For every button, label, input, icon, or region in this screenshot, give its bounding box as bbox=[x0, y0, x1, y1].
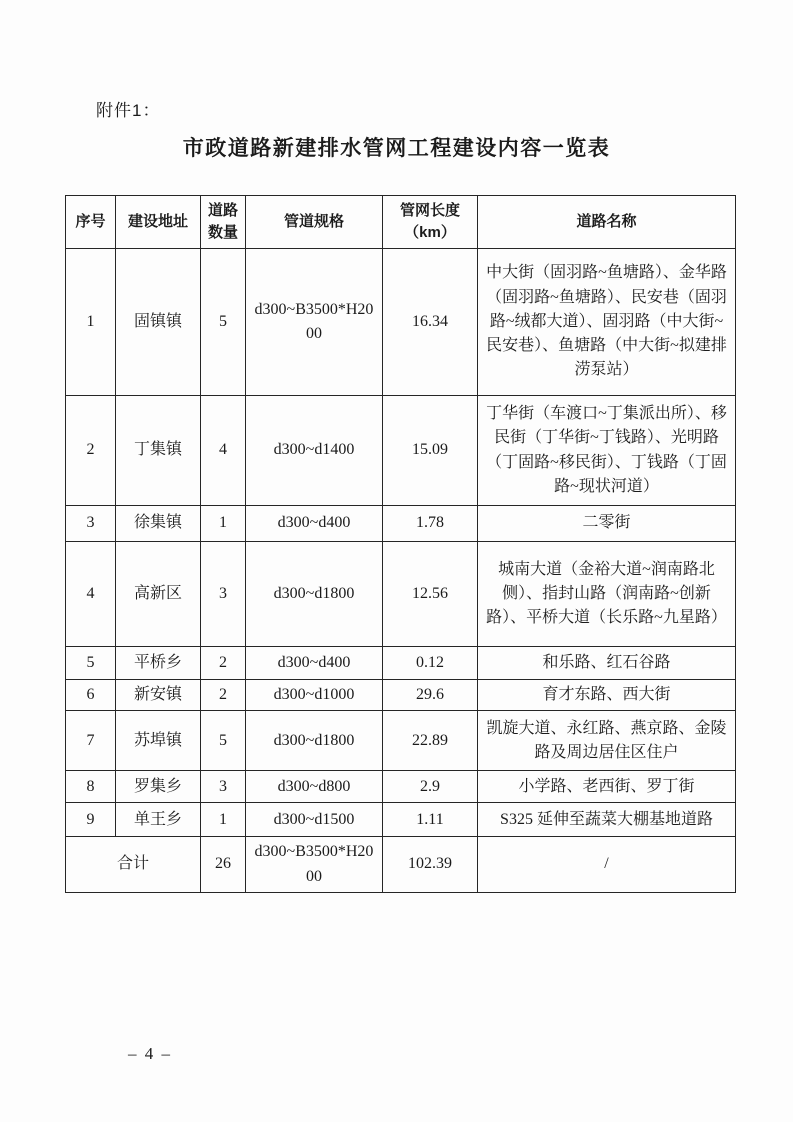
cell-pipe-spec: d300~d1800 bbox=[246, 542, 383, 647]
cell-network-length: 15.09 bbox=[383, 396, 478, 506]
cell-road-count: 5 bbox=[201, 711, 246, 771]
table-row bbox=[66, 542, 736, 647]
cell-no: 1 bbox=[66, 249, 116, 396]
cell-address: 罗集乡 bbox=[116, 771, 201, 803]
cell-network-length: 2.9 bbox=[383, 771, 478, 803]
cell-road-names: 育才东路、西大街 bbox=[478, 680, 736, 711]
cell-no: 6 bbox=[66, 680, 116, 711]
cell-address: 单王乡 bbox=[116, 803, 201, 837]
cell-road-count: 1 bbox=[201, 506, 246, 542]
cell-pipe-spec: d300~d400 bbox=[246, 647, 383, 680]
cell-road-names: 城南大道（金裕大道~润南路北侧）、指封山路（润南路~创新路）、平桥大道（长乐路~九星路） bbox=[478, 542, 736, 647]
cell-road-names: 和乐路、红石谷路 bbox=[478, 647, 736, 680]
cell-pipe-spec: d300~d1500 bbox=[246, 803, 383, 837]
cell-road-count: 4 bbox=[201, 396, 246, 506]
cell-no: 5 bbox=[66, 647, 116, 680]
cell-pipe-spec: d300~d800 bbox=[246, 771, 383, 803]
cell-network-length: 1.11 bbox=[383, 803, 478, 837]
total-pipe-spec: d300~B3500*H2000 bbox=[246, 837, 383, 893]
cell-road-names: 二零街 bbox=[478, 506, 736, 542]
header-road-names: 道路名称 bbox=[478, 196, 736, 249]
header-network-length: 管网长度（km） bbox=[383, 196, 478, 249]
cell-address: 徐集镇 bbox=[116, 506, 201, 542]
cell-address: 高新区 bbox=[116, 542, 201, 647]
header-address: 建设地址 bbox=[116, 196, 201, 249]
cell-pipe-spec: d300~d1000 bbox=[246, 680, 383, 711]
cell-network-length: 16.34 bbox=[383, 249, 478, 396]
cell-address: 固镇镇 bbox=[116, 249, 201, 396]
cell-address: 丁集镇 bbox=[116, 396, 201, 506]
total-road-names: / bbox=[478, 837, 736, 893]
cell-road-names: 中大街（固羽路~鱼塘路）、金华路（固羽路~鱼塘路）、民安巷（固羽路~绒都大道）、固羽路（中大街~民安巷）、鱼塘路（中大街~拟建排涝泵站） bbox=[478, 249, 736, 396]
cell-no: 9 bbox=[66, 803, 116, 837]
header-road-count: 道路数量 bbox=[201, 196, 246, 249]
table-row bbox=[66, 680, 736, 711]
cell-network-length: 1.78 bbox=[383, 506, 478, 542]
cell-address: 平桥乡 bbox=[116, 647, 201, 680]
cell-pipe-spec: d300~B3500*H2000 bbox=[246, 249, 383, 396]
table-header-row bbox=[66, 196, 736, 249]
cell-address: 苏埠镇 bbox=[116, 711, 201, 771]
page-number: – 4 – bbox=[128, 1044, 172, 1063]
table-header bbox=[66, 196, 736, 249]
total-network-length: 102.39 bbox=[383, 837, 478, 893]
table-body bbox=[66, 249, 736, 893]
cell-road-names: 小学路、老西街、罗丁街 bbox=[478, 771, 736, 803]
cell-no: 8 bbox=[66, 771, 116, 803]
total-label: 合计 bbox=[66, 837, 201, 893]
cell-road-count: 2 bbox=[201, 680, 246, 711]
table-row bbox=[66, 771, 736, 803]
attachment-label: 附件1： bbox=[96, 101, 161, 120]
table-row bbox=[66, 803, 736, 837]
cell-road-names: 丁华街（车渡口~丁集派出所）、移民街（丁华街~丁钱路）、光明路（丁固路~移民街）、丁钱路（丁固路~现状河道） bbox=[478, 396, 736, 506]
table-row bbox=[66, 711, 736, 771]
cell-no: 4 bbox=[66, 542, 116, 647]
table-row bbox=[66, 396, 736, 506]
cell-no: 7 bbox=[66, 711, 116, 771]
header-pipe-spec: 管道规格 bbox=[246, 196, 383, 249]
cell-road-count: 5 bbox=[201, 249, 246, 396]
cell-address: 新安镇 bbox=[116, 680, 201, 711]
table-row bbox=[66, 249, 736, 396]
cell-road-names: S325 延伸至蔬菜大棚基地道路 bbox=[478, 803, 736, 837]
cell-road-count: 2 bbox=[201, 647, 246, 680]
cell-network-length: 22.89 bbox=[383, 711, 478, 771]
cell-no: 3 bbox=[66, 506, 116, 542]
cell-pipe-spec: d300~d1800 bbox=[246, 711, 383, 771]
cell-network-length: 29.6 bbox=[383, 680, 478, 711]
total-road-count: 26 bbox=[201, 837, 246, 893]
construction-content-table bbox=[65, 195, 736, 893]
cell-network-length: 0.12 bbox=[383, 647, 478, 680]
header-no: 序号 bbox=[66, 196, 116, 249]
cell-road-names: 凯旋大道、永红路、燕京路、金陵路及周边居住区住户 bbox=[478, 711, 736, 771]
table-row bbox=[66, 506, 736, 542]
cell-pipe-spec: d300~d400 bbox=[246, 506, 383, 542]
table-total-row bbox=[66, 837, 736, 893]
cell-road-count: 3 bbox=[201, 771, 246, 803]
table-row bbox=[66, 647, 736, 680]
cell-road-count: 3 bbox=[201, 542, 246, 647]
cell-no: 2 bbox=[66, 396, 116, 506]
cell-network-length: 12.56 bbox=[383, 542, 478, 647]
cell-road-count: 1 bbox=[201, 803, 246, 837]
page-title: 市政道路新建排水管网工程建设内容一览表 bbox=[182, 137, 611, 160]
cell-pipe-spec: d300~d1400 bbox=[246, 396, 383, 506]
